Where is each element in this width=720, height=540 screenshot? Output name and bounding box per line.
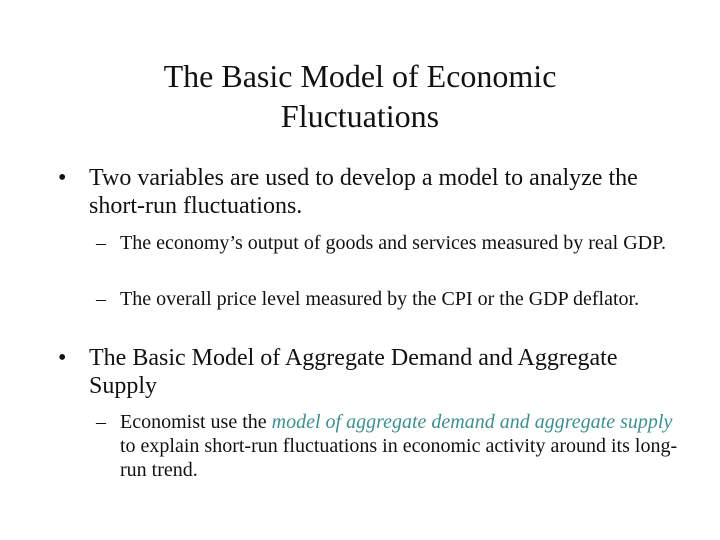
bullet-text: The Basic Model of Aggregate Demand and Aggregate Supply	[89, 345, 618, 399]
bullet-marker: •	[58, 165, 67, 191]
sub-bullet-text	[120, 410, 686, 482]
slide-title-line-1: The Basic Model of Economic	[163, 58, 557, 94]
bullet-item	[58, 344, 678, 400]
sub-bullet-item	[96, 231, 686, 255]
sub-bullet-marker: –	[96, 411, 106, 433]
bullet-item	[58, 164, 678, 220]
sub-bullet-marker: –	[96, 232, 106, 254]
sub-bullet-text-post: to explain short-run fluctuations in economic activity around its long-run trend.	[120, 435, 678, 481]
bullet-text: Two variables are used to develop a model to analyze the short-run fluctuations.	[89, 165, 638, 219]
sub-bullet-text: The economy’s output of goods and services measured by real GDP.	[120, 232, 666, 254]
bullet-marker: •	[58, 345, 67, 371]
sub-bullet-item	[96, 287, 686, 311]
sub-bullet-item	[96, 410, 686, 482]
slide-title-line-2: Fluctuations	[280, 98, 440, 134]
sub-bullet-text-pre: Economist use the	[120, 411, 272, 433]
slide-title	[60, 56, 660, 136]
sub-bullet-marker: –	[96, 288, 106, 310]
sub-bullet-text: The overall price level measured by the CPI or the GDP deflator.	[120, 288, 640, 310]
highlighted-term: model of aggregate demand and aggregate supply	[271, 411, 673, 433]
